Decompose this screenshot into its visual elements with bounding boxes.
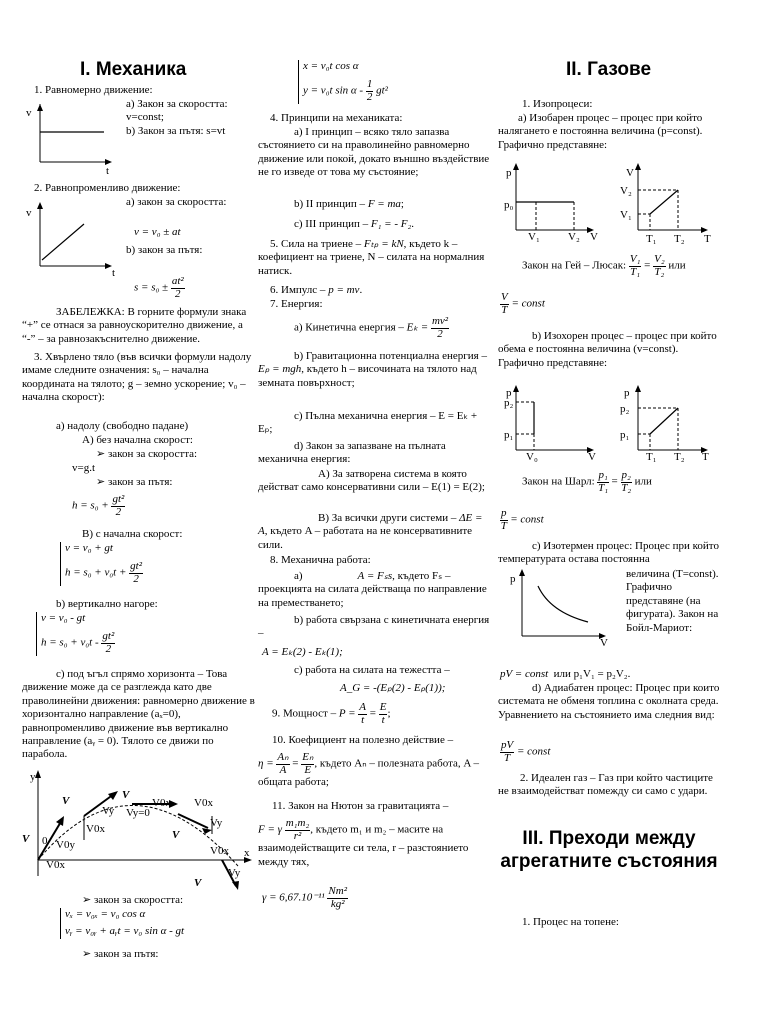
- isobaric-pv-graph: [502, 162, 602, 244]
- uniform-motion-graph: [26, 104, 126, 177]
- svg-text:V0x: V0x: [152, 797, 171, 809]
- svg-text:V₂: V₂: [568, 231, 580, 243]
- svg-text:Vy=0: Vy=0: [126, 807, 150, 819]
- svg-text:p: p: [624, 387, 630, 399]
- svg-text:V: V: [590, 231, 598, 243]
- svg-text:V₁: V₁: [528, 231, 540, 243]
- svg-text:T₁: T₁: [646, 233, 657, 245]
- svg-text:p: p: [506, 167, 512, 179]
- isothermal-pv-graph: [508, 568, 618, 650]
- note-paragraph: ЗАБЕЛЕЖКА: В горните формули знака “+” се отнася за равноускорително движение, а “-” – за равнозакъснително движение.: [22, 306, 247, 345]
- isochoric-pt-graph: [618, 384, 718, 466]
- angle-paragraph: c) под ъгъл спрямо хоризонта – Това движение може да се разглежда като две праволинейни движения: равномерно движение в хоризонтално направление (aₓ=0), равнопроменливо движение във вертикално направление (aᵧ = 0). Тялото се движи по парабола.: [22, 668, 255, 761]
- svg-text:T: T: [704, 233, 711, 245]
- svg-text:V0x: V0x: [46, 859, 65, 871]
- svg-text:V: V: [194, 877, 202, 889]
- svg-text:p₂: p₂: [620, 403, 630, 415]
- section-title-phase-transitions: III. Преходи между агрегатните състояния: [500, 828, 718, 872]
- thrown-heading: 3. Хвърлено тяло (във всички формули надолу имаме следните означения: s₀ – начална координата на тялото; g – земно ускорение; v₀ – начална скорост):: [22, 351, 252, 404]
- svg-text:V: V: [588, 451, 596, 463]
- formula-velocity: v = v₀ ± at: [134, 226, 181, 238]
- accel-heading: 2. Равнопроменливо движение:: [34, 182, 181, 194]
- svg-text:Vy: Vy: [102, 805, 115, 817]
- svg-text:V0y: V0y: [56, 839, 75, 851]
- svg-text:T: T: [702, 451, 709, 463]
- svg-text:p₁: p₁: [504, 429, 514, 441]
- svg-text:Vy: Vy: [210, 817, 223, 829]
- svg-text:T₁: T₁: [646, 451, 657, 463]
- accel-motion-graph: [26, 202, 126, 278]
- svg-text:x: x: [244, 847, 250, 859]
- svg-text:V0x: V0x: [210, 845, 229, 857]
- section-title-gases: II. Газове: [566, 59, 652, 80]
- svg-text:Vy: Vy: [228, 867, 241, 879]
- system-vertical-up: v = v₀ - gt h = s₀ + v₀t - $\frac{\text{gt²}}{2}$: [36, 612, 115, 656]
- svg-text:p₀: p₀: [504, 199, 514, 211]
- svg-text:0: 0: [42, 835, 48, 847]
- system-initial-velocity: v = v₀ + gt h = s₀ + v₀t + $\frac{\text{gt²}}{2}$: [60, 542, 143, 586]
- svg-text:T₂: T₂: [674, 233, 685, 245]
- svg-text:v: v: [26, 207, 32, 219]
- uniform-heading: 1. Равномерно движение:: [34, 84, 153, 96]
- svg-text:V: V: [600, 637, 608, 649]
- axis-t: t: [106, 165, 110, 177]
- section-title-mechanics: I. Механика: [80, 59, 187, 80]
- svg-text:V: V: [626, 167, 634, 179]
- isochoric-pv-graph: [502, 384, 602, 466]
- accel-law-path: b) закон за пътя:: [126, 244, 203, 256]
- svg-text:p₁: p₁: [620, 429, 630, 441]
- axis-v: v: [26, 107, 32, 119]
- svg-text:V₂: V₂: [620, 185, 632, 197]
- system-angle-path: x = v₀t cos α y = v₀t sin α - $\frac{1}{2}$ gt²: [298, 60, 388, 104]
- svg-text:V₁: V₁: [620, 209, 632, 221]
- projectile-diagram: [22, 768, 262, 889]
- svg-text:T₂: T₂: [674, 451, 685, 463]
- formula-free-fall: h = s₀ + $\frac{\text{gt²}}{2}$: [72, 493, 125, 518]
- svg-text:V: V: [62, 795, 70, 807]
- svg-text:p₂: p₂: [504, 397, 514, 409]
- formula-path: s = s₀ ± $\frac{\text{at²}}{2}$: [134, 275, 184, 300]
- uniform-law-path: b) Закон за пътя: s=vt: [126, 125, 226, 137]
- isobaric-vt-graph: [618, 162, 718, 244]
- svg-text:V: V: [172, 829, 180, 841]
- svg-text:V0x: V0x: [194, 797, 213, 809]
- svg-text:V: V: [22, 833, 30, 845]
- free-fall-heading: a) надолу (свободно падане): [56, 420, 189, 432]
- system-angle-velocity: vₓ = v₀ₓ = v₀ cos α vᵧ = v₀ᵧ + aᵧt = v₀ sin α - gt: [60, 908, 184, 939]
- svg-text:y: y: [30, 771, 36, 783]
- svg-text:p: p: [506, 387, 512, 399]
- uniform-law-velocity: a) Закон за скоростта: v=const;: [126, 98, 228, 124]
- svg-text:V: V: [122, 789, 130, 801]
- svg-text:p: p: [510, 573, 516, 585]
- accel-law-velocity: a) закон за скоростта:: [126, 196, 227, 208]
- svg-text:t: t: [112, 267, 116, 279]
- svg-text:V0x: V0x: [86, 823, 105, 835]
- svg-text:V₀: V₀: [526, 451, 538, 463]
